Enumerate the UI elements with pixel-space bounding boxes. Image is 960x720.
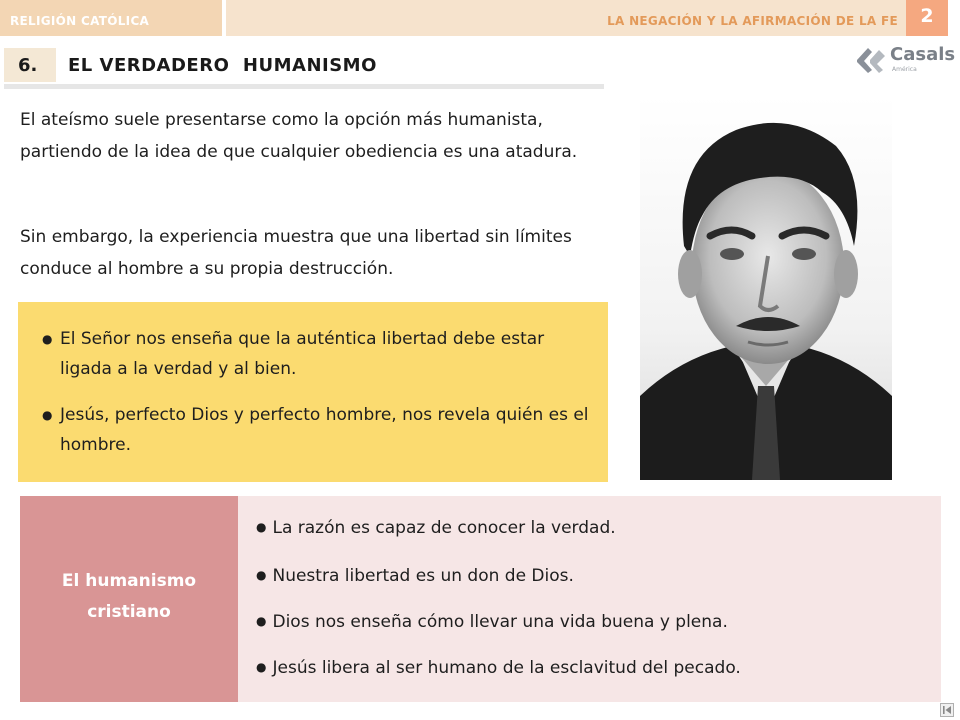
section-title: EL VERDADERO HUMANISMO	[68, 55, 377, 76]
section-number: 6.	[18, 55, 38, 76]
highlight-bullet-text: Jesús, perfecto Dios y perfecto hombre, nos revela quién es el hombre.	[60, 405, 589, 455]
casals-logo	[854, 42, 954, 76]
humanism-point-text: La razón es capaz de conocer la verdad.	[272, 518, 616, 538]
humanism-point	[256, 612, 728, 632]
highlight-box	[18, 302, 608, 482]
bullet-icon: ●	[42, 332, 53, 346]
bullet-icon: ●	[42, 408, 53, 422]
portrait-illustration	[640, 96, 892, 480]
unit-header	[226, 0, 906, 36]
unit-number: 2	[920, 5, 934, 27]
humanism-label-box	[20, 496, 238, 702]
humanism-points-box	[238, 496, 941, 702]
humanism-point-text: Nuestra libertad es un don de Dios.	[272, 566, 574, 586]
subject-label: RELIGIÓN CATÓLICA	[10, 14, 150, 28]
first-page-nav-icon[interactable]	[940, 703, 954, 717]
humanism-label: El humanismo cristiano	[61, 571, 197, 622]
bullet-icon: ●	[256, 614, 267, 628]
humanism-point	[256, 566, 574, 586]
highlight-bullet	[42, 324, 592, 384]
section-title-bar	[56, 48, 604, 82]
highlight-bullet-text: El Señor nos enseña que la auténtica libertad debe estar ligada a la verdad y al bien.	[60, 329, 545, 379]
subject-header	[0, 0, 222, 36]
logo-subtitle: América	[892, 66, 917, 73]
casals-logo-icon	[854, 44, 888, 74]
intro-paragraph-2: Sin embargo, la experiencia muestra que una libertad sin límites conduce al hombre a su propia destrucción.	[20, 227, 572, 279]
bullet-icon: ●	[256, 660, 267, 674]
bullet-icon: ●	[256, 568, 267, 582]
humanism-point	[256, 658, 741, 678]
humanism-point-text: Jesús libera al ser humano de la esclavitud del pecado.	[272, 658, 741, 678]
title-underline	[4, 84, 604, 89]
unit-number-badge	[906, 0, 948, 36]
humanism-point	[256, 518, 616, 538]
humanism-point-text: Dios nos enseña cómo llevar una vida buena y plena.	[272, 612, 728, 632]
unit-title: LA NEGACIÓN Y LA AFIRMACIÓN DE LA FE	[607, 14, 898, 28]
portrait-photo	[640, 96, 892, 480]
highlight-bullet	[42, 400, 592, 460]
section-number-box	[4, 48, 56, 82]
intro-paragraph-1: El ateísmo suele presentarse como la opción más humanista, partiendo de la idea de que cualquier obediencia es una atadura.	[20, 110, 578, 162]
bullet-icon: ●	[256, 520, 267, 534]
logo-name: Casals	[890, 44, 956, 65]
